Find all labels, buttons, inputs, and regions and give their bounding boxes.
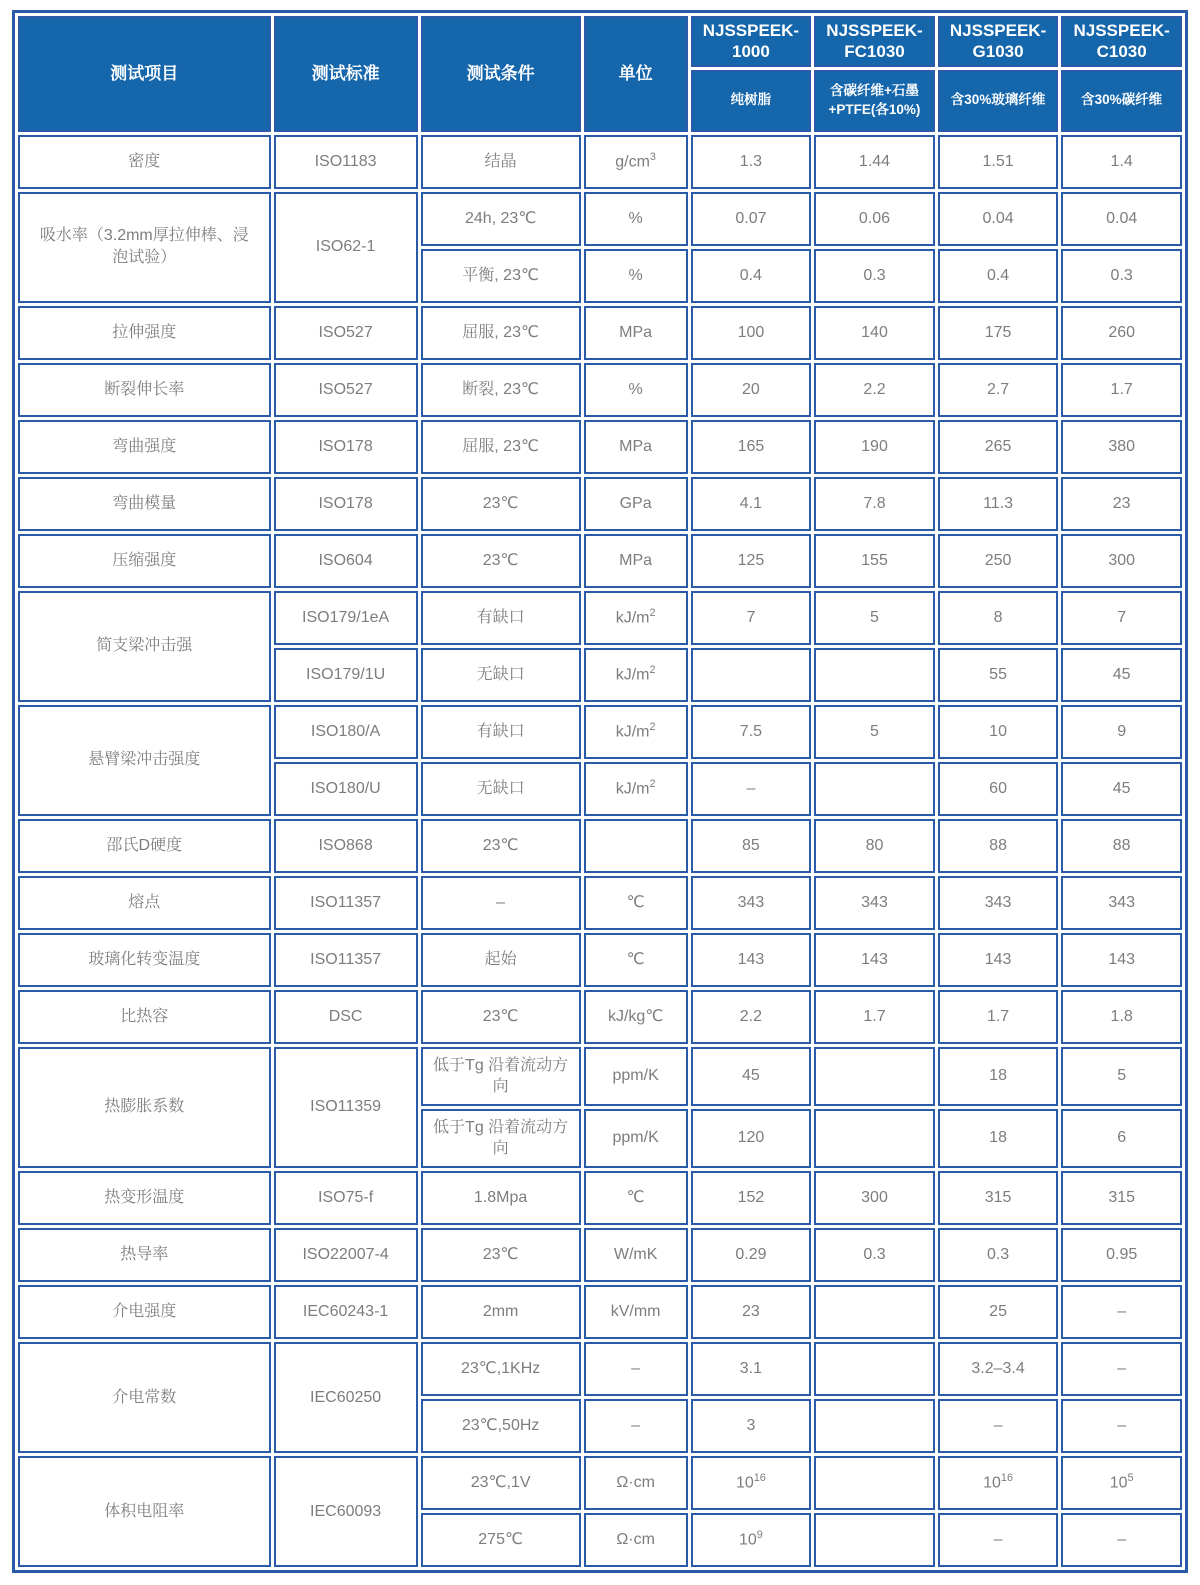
cell-item: 热导率 (18, 1228, 271, 1282)
cell-item: 断裂伸长率 (18, 363, 271, 417)
cell-unit: % (584, 192, 688, 246)
cell-value: 380 (1061, 420, 1182, 474)
cell-value (814, 762, 935, 816)
header-model-row (18, 16, 1182, 67)
cell-value: 175 (938, 306, 1059, 360)
cell-value: 7 (691, 591, 812, 645)
cell-value: 2.7 (938, 363, 1059, 417)
cell-value: 343 (1061, 876, 1182, 930)
cell-unit: MPa (584, 420, 688, 474)
cell-value: 10 (938, 705, 1059, 759)
cell-value: 1.44 (814, 135, 935, 189)
table-row (18, 363, 1182, 417)
cell-unit: ℃ (584, 1171, 688, 1225)
cell-value: 1.7 (938, 990, 1059, 1044)
cell-condition: 起始 (421, 933, 581, 987)
cell-value: 45 (1061, 648, 1182, 702)
table-body (18, 135, 1182, 1567)
cell-condition: 23℃,1V (421, 1456, 581, 1510)
cell-value: 343 (691, 876, 812, 930)
cell-unit: MPa (584, 306, 688, 360)
cell-unit: $kJ/m^2$ (584, 762, 688, 816)
product-model-header: NJSSPEEK-G1030 (938, 16, 1059, 67)
cell-value: 2.2 (814, 363, 935, 417)
cell-unit: MPa (584, 534, 688, 588)
cell-unit: $g/cm^3$ (584, 135, 688, 189)
cell-value: 1.7 (1061, 363, 1182, 417)
cell-value (814, 1456, 935, 1510)
col-header-test-standard: 测试标准 (274, 16, 418, 132)
table-row (18, 1285, 1182, 1339)
cell-condition: 屈服, 23℃ (421, 306, 581, 360)
cell-value: 5 (1061, 1047, 1182, 1106)
cell-value: 23 (1061, 477, 1182, 531)
table-row (18, 1228, 1182, 1282)
cell-standard: ISO180/A (274, 705, 418, 759)
cell-value (814, 1285, 935, 1339)
cell-standard: IEC60243-1 (274, 1285, 418, 1339)
col-header-unit: 单位 (584, 16, 688, 132)
cell-value: 60 (938, 762, 1059, 816)
cell-value: 343 (938, 876, 1059, 930)
table-row (18, 933, 1182, 987)
cell-item: 拉伸强度 (18, 306, 271, 360)
table-row (18, 306, 1182, 360)
cell-value: 18 (938, 1047, 1059, 1106)
cell-standard: ISO1183 (274, 135, 418, 189)
cell-item: 热膨胀系数 (18, 1047, 271, 1168)
cell-value: 0.4 (691, 249, 812, 303)
cell-standard: ISO11357 (274, 933, 418, 987)
cell-value: 0.3 (938, 1228, 1059, 1282)
cell-value: 165 (691, 420, 812, 474)
cell-value: 0.04 (938, 192, 1059, 246)
cell-value: 143 (814, 933, 935, 987)
cell-unit: % (584, 249, 688, 303)
cell-condition: 结晶 (421, 135, 581, 189)
cell-unit: ℃ (584, 933, 688, 987)
cell-condition: 2mm (421, 1285, 581, 1339)
cell-unit: $kJ/m^2$ (584, 591, 688, 645)
cell-value: 190 (814, 420, 935, 474)
cell-standard: ISO75-f (274, 1171, 418, 1225)
cell-item: 悬臂梁冲击强度 (18, 705, 271, 816)
cell-unit: GPa (584, 477, 688, 531)
cell-value (814, 1342, 935, 1396)
cell-condition: 屈服, 23℃ (421, 420, 581, 474)
cell-item: 压缩强度 (18, 534, 271, 588)
cell-condition: 1.8Mpa (421, 1171, 581, 1225)
cell-unit: Ω·cm (584, 1456, 688, 1510)
cell-condition: 有缺口 (421, 591, 581, 645)
cell-standard: IEC60250 (274, 1342, 418, 1453)
table-row (18, 591, 1182, 645)
cell-unit: $kJ/m^2$ (584, 705, 688, 759)
table-row (18, 477, 1182, 531)
cell-value: 25 (938, 1285, 1059, 1339)
product-model-header: NJSSPEEK-C1030 (1061, 16, 1182, 67)
cell-value: $10^9$ (691, 1513, 812, 1567)
cell-value: 315 (1061, 1171, 1182, 1225)
cell-value: 143 (1061, 933, 1182, 987)
cell-value: 1.4 (1061, 135, 1182, 189)
cell-value: 0.04 (1061, 192, 1182, 246)
cell-item: 玻璃化转变温度 (18, 933, 271, 987)
cell-value (814, 1513, 935, 1567)
cell-value: 1.51 (938, 135, 1059, 189)
cell-standard: ISO11359 (274, 1047, 418, 1168)
cell-value: 0.07 (691, 192, 812, 246)
cell-item: 介电强度 (18, 1285, 271, 1339)
cell-value: 315 (938, 1171, 1059, 1225)
cell-item: 熔点 (18, 876, 271, 930)
cell-standard: ISO178 (274, 477, 418, 531)
cell-condition: 275℃ (421, 1513, 581, 1567)
cell-value: 343 (814, 876, 935, 930)
product-desc-header: 纯树脂 (691, 70, 812, 132)
cell-item: 介电常数 (18, 1342, 271, 1453)
cell-value: 5 (814, 705, 935, 759)
table-row (18, 1342, 1182, 1396)
cell-condition: 23℃,50Hz (421, 1399, 581, 1453)
cell-value: $10^{16}$ (938, 1456, 1059, 1510)
product-desc-header: 含碳纤维+石墨+PTFE(各10%) (814, 70, 935, 132)
cell-condition: 23℃ (421, 1228, 581, 1282)
cell-condition: 无缺口 (421, 648, 581, 702)
cell-unit: – (584, 1399, 688, 1453)
cell-value: 11.3 (938, 477, 1059, 531)
cell-value: 7.8 (814, 477, 935, 531)
cell-standard: ISO22007-4 (274, 1228, 418, 1282)
cell-value: 250 (938, 534, 1059, 588)
cell-value: – (1061, 1513, 1182, 1567)
cell-standard: IEC60093 (274, 1456, 418, 1567)
cell-standard: ISO178 (274, 420, 418, 474)
cell-unit: kJ/kg℃ (584, 990, 688, 1044)
cell-value: 0.06 (814, 192, 935, 246)
cell-value: 88 (938, 819, 1059, 873)
cell-standard: ISO868 (274, 819, 418, 873)
cell-value: – (1061, 1342, 1182, 1396)
cell-value: 120 (691, 1109, 812, 1168)
cell-value: 260 (1061, 306, 1182, 360)
cell-value: 0.3 (1061, 249, 1182, 303)
cell-value: 80 (814, 819, 935, 873)
cell-standard: ISO180/U (274, 762, 418, 816)
cell-value: 1.8 (1061, 990, 1182, 1044)
cell-value (691, 648, 812, 702)
cell-value: 155 (814, 534, 935, 588)
cell-unit: $kJ/m^2$ (584, 648, 688, 702)
cell-condition: – (421, 876, 581, 930)
cell-value: 0.4 (938, 249, 1059, 303)
cell-unit: – (584, 1342, 688, 1396)
product-desc-header: 含30%玻璃纤维 (938, 70, 1059, 132)
cell-value: 0.3 (814, 249, 935, 303)
cell-unit: % (584, 363, 688, 417)
table-row (18, 876, 1182, 930)
table-row (18, 192, 1182, 246)
table-row (18, 1171, 1182, 1225)
cell-value (814, 648, 935, 702)
cell-value: 9 (1061, 705, 1182, 759)
cell-condition: 低于Tg 沿着流动方向 (421, 1109, 581, 1168)
table-row (18, 1047, 1182, 1106)
cell-value: – (938, 1513, 1059, 1567)
cell-standard: ISO527 (274, 363, 418, 417)
cell-value: 45 (1061, 762, 1182, 816)
cell-value: 6 (1061, 1109, 1182, 1168)
cell-value: 3.2–3.4 (938, 1342, 1059, 1396)
table-row (18, 819, 1182, 873)
cell-item: 比热容 (18, 990, 271, 1044)
cell-condition: 23℃ (421, 477, 581, 531)
cell-unit: kV/mm (584, 1285, 688, 1339)
cell-value: – (1061, 1399, 1182, 1453)
cell-value (814, 1399, 935, 1453)
col-header-test-item: 测试项目 (18, 16, 271, 132)
cell-value: 152 (691, 1171, 812, 1225)
cell-value: 45 (691, 1047, 812, 1106)
cell-value (814, 1109, 935, 1168)
cell-value: 7.5 (691, 705, 812, 759)
cell-value: 0.3 (814, 1228, 935, 1282)
cell-standard: ISO179/1U (274, 648, 418, 702)
cell-value: – (691, 762, 812, 816)
cell-value: $10^5$ (1061, 1456, 1182, 1510)
table-row (18, 990, 1182, 1044)
cell-value: 125 (691, 534, 812, 588)
cell-value: 140 (814, 306, 935, 360)
cell-value: 3.1 (691, 1342, 812, 1396)
cell-condition: 无缺口 (421, 762, 581, 816)
cell-standard: ISO604 (274, 534, 418, 588)
cell-value: 143 (938, 933, 1059, 987)
cell-standard: ISO179/1eA (274, 591, 418, 645)
properties-table (12, 10, 1188, 1573)
table-row (18, 420, 1182, 474)
cell-condition: 低于Tg 沿着流动方向 (421, 1047, 581, 1106)
cell-item: 简支梁冲击强 (18, 591, 271, 702)
table-row (18, 534, 1182, 588)
cell-condition: 有缺口 (421, 705, 581, 759)
cell-condition: 23℃ (421, 534, 581, 588)
cell-unit: Ω·cm (584, 1513, 688, 1567)
cell-value (814, 1047, 935, 1106)
col-header-test-condition: 测试条件 (421, 16, 581, 132)
product-desc-header: 含30%碳纤维 (1061, 70, 1182, 132)
cell-value: 5 (814, 591, 935, 645)
cell-value: 55 (938, 648, 1059, 702)
cell-value: 4.1 (691, 477, 812, 531)
cell-standard: ISO62-1 (274, 192, 418, 303)
cell-value: 20 (691, 363, 812, 417)
cell-condition: 平衡, 23℃ (421, 249, 581, 303)
cell-item: 弯曲强度 (18, 420, 271, 474)
table-row (18, 135, 1182, 189)
cell-value: 88 (1061, 819, 1182, 873)
table-header (18, 16, 1182, 132)
product-model-header: NJSSPEEK-FC1030 (814, 16, 935, 67)
cell-standard: DSC (274, 990, 418, 1044)
cell-value: 8 (938, 591, 1059, 645)
table-row (18, 705, 1182, 759)
cell-unit: ℃ (584, 876, 688, 930)
cell-unit (584, 819, 688, 873)
cell-value: 100 (691, 306, 812, 360)
cell-condition: 23℃ (421, 990, 581, 1044)
cell-value: 3 (691, 1399, 812, 1453)
cell-unit: W/mK (584, 1228, 688, 1282)
cell-value: 0.95 (1061, 1228, 1182, 1282)
cell-value: 23 (691, 1285, 812, 1339)
cell-condition: 23℃,1KHz (421, 1342, 581, 1396)
cell-unit: ppm/K (584, 1109, 688, 1168)
cell-value: 2.2 (691, 990, 812, 1044)
cell-item: 邵氏D硬度 (18, 819, 271, 873)
cell-value: 300 (814, 1171, 935, 1225)
cell-value: 85 (691, 819, 812, 873)
cell-standard: ISO11357 (274, 876, 418, 930)
cell-value: 265 (938, 420, 1059, 474)
cell-value: 18 (938, 1109, 1059, 1168)
cell-unit: ppm/K (584, 1047, 688, 1106)
cell-value: – (938, 1399, 1059, 1453)
cell-value: 300 (1061, 534, 1182, 588)
cell-value: 0.29 (691, 1228, 812, 1282)
cell-value: – (1061, 1285, 1182, 1339)
cell-value: 1.7 (814, 990, 935, 1044)
product-model-header: NJSSPEEK-1000 (691, 16, 812, 67)
cell-item: 体积电阻率 (18, 1456, 271, 1567)
cell-standard: ISO527 (274, 306, 418, 360)
cell-value: 7 (1061, 591, 1182, 645)
cell-value: 143 (691, 933, 812, 987)
cell-value: $10^{16}$ (691, 1456, 812, 1510)
table-row (18, 1456, 1182, 1510)
cell-condition: 24h, 23℃ (421, 192, 581, 246)
cell-condition: 断裂, 23℃ (421, 363, 581, 417)
cell-condition: 23℃ (421, 819, 581, 873)
cell-item: 密度 (18, 135, 271, 189)
cell-item: 吸水率（3.2mm厚拉伸棒、浸泡试验） (18, 192, 271, 303)
cell-item: 弯曲模量 (18, 477, 271, 531)
cell-item: 热变形温度 (18, 1171, 271, 1225)
cell-value: 1.3 (691, 135, 812, 189)
